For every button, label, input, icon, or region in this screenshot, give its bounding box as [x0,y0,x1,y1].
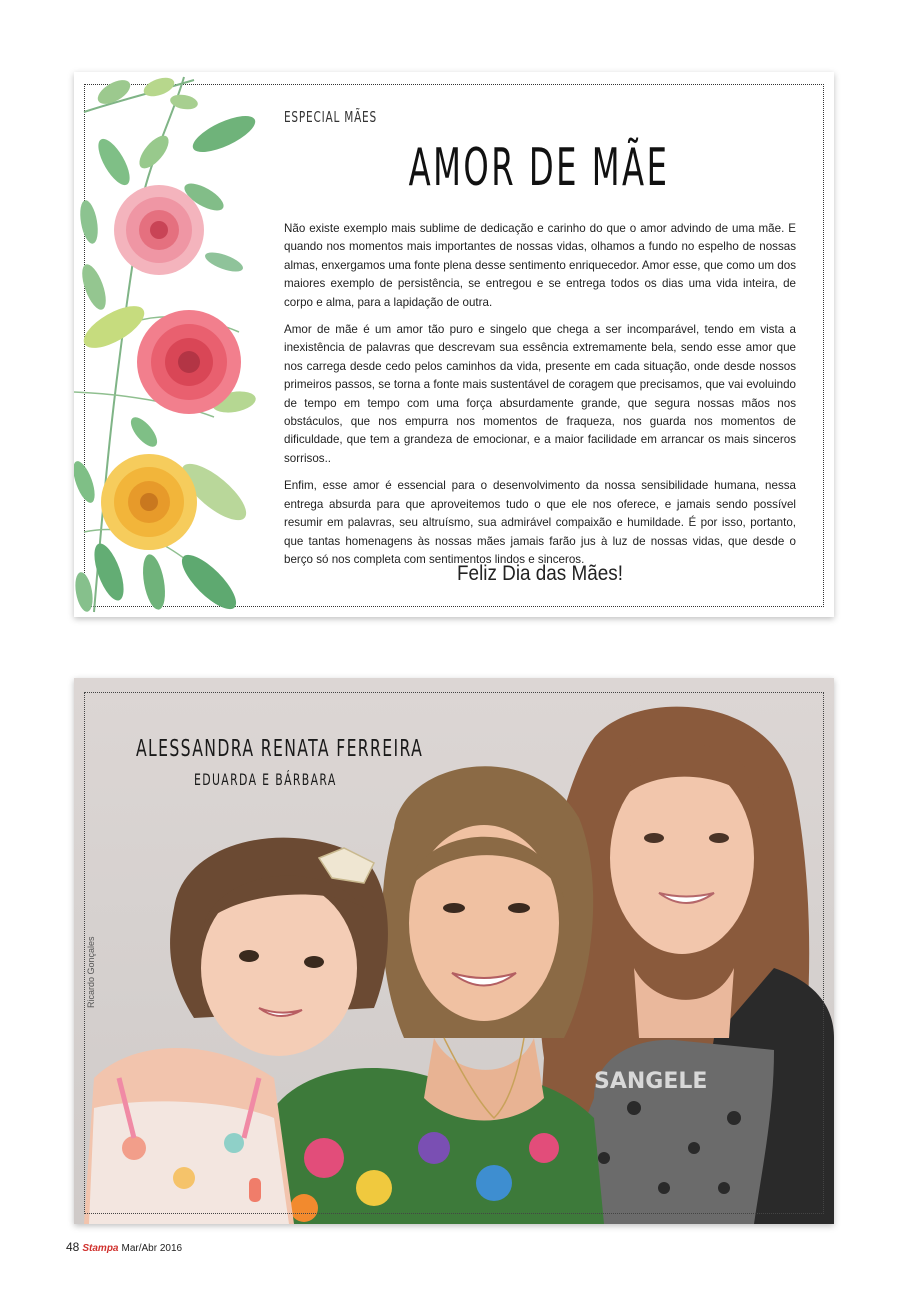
article-paragraph: Amor de mãe é um amor tão puro e singelo que chega a ser incomparável, tendo em vista a inexistência de palavras que descrevam sua essência extremamente bela, sendo esse amor que nos carrega desde cedo pelos caminhos da vida, presente em cada situação, onde desde nossos primeiros passos, se torna a fonte mais sustentável de coragem que precisamos, que vai evoluindo de tempo em tempo com uma força absurdamente grande, que segura nossas mãos nos obstáculos, que nos empurra nos momentos de fraqueza, nos guarda nos momentos de dificuldade, que tem a grandeza de emocionar, e a maior facilidade em arrancar os mais sinceros sorrisos.. [284,323,796,465]
article-body [284,220,796,578]
magazine-brand: Stampa [82,1243,119,1254]
article-title: AMOR DE MÃE [408,138,670,198]
family-photo-card [74,678,834,1224]
photo-credit-text: Ricardo Gonçales [86,936,96,1008]
issue-date: Mar/Abr 2016 [121,1243,183,1254]
article-paragraph: Enfim, esse amor é essencial para o desenvolvimento da nossa sensibilidade humana, nessa entrega absurda para que aproveitemos tudo o que ele nos oferece, e jamais sendo possível resumir em palavras, seu altruísmo, sua admirável compaixão e humildade. É por isso, portanto, que tantas homenagens às nossas mães jamais farão jus à luz de nossas vidas, que desde o berço só nos completa com sentimentos lindos e sinceros. [284,479,796,566]
page-number: 48 [66,1240,80,1254]
article-card [74,72,834,617]
closing-greeting: Feliz Dia das Mães! [457,562,623,585]
mother-name: ALESSANDRA RENATA FERREIRA [136,736,424,762]
children-names: EDUARDA E BÁRBARA [194,770,337,789]
shirt-text: SANGELE [594,1069,708,1094]
article-paragraph: Não existe exemplo mais sublime de dedicação e carinho do que o amor advindo de uma mãe. E quando nos momentos mais importantes de nossas vidas, olhamos a fundo no espelho de nossas almas, enxergamos uma fonte plena desse sentimento enriquecedor. Amor esse, que como um dos maiores exemplo de persistência, se entregou e se entrega todos os dias uma vida inteira, de corpo e alma, para a lapidação de outra. [284,222,796,309]
section-label: ESPECIAL MÃES [284,108,377,126]
page-footer [66,1240,182,1254]
floral-border-illustration [74,72,264,617]
